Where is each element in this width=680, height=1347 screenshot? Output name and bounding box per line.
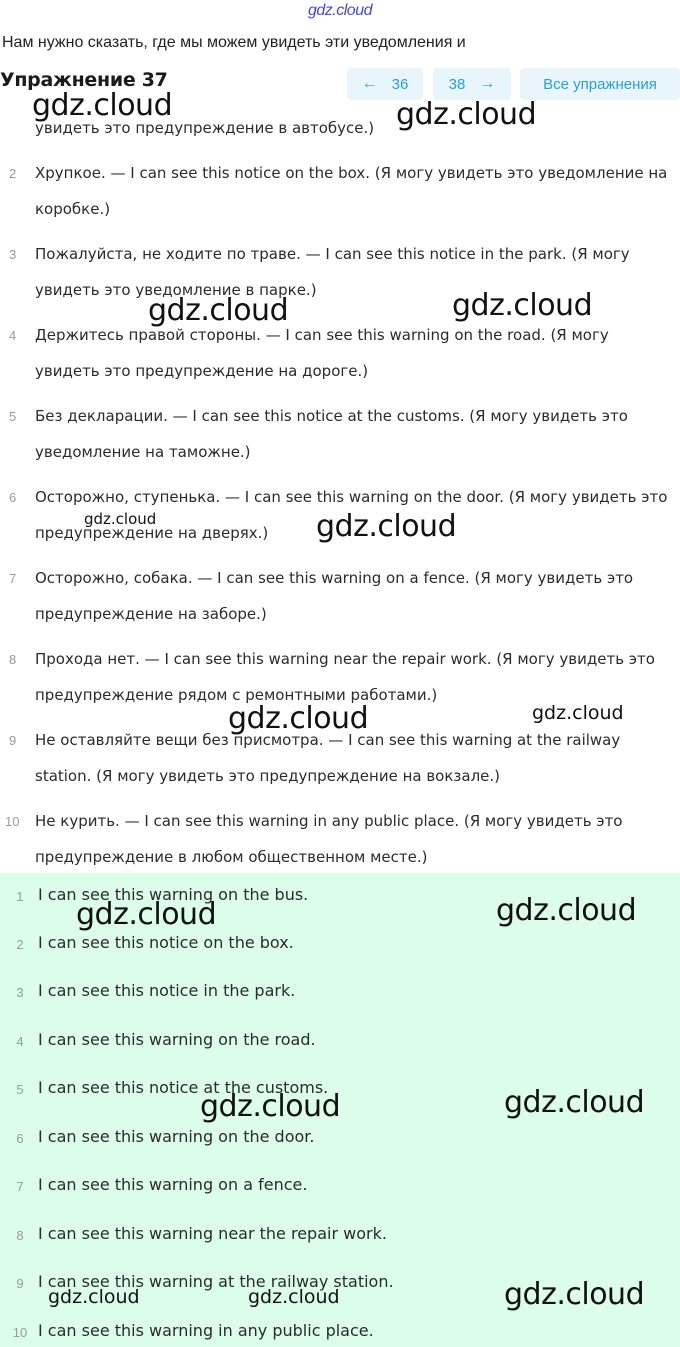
answer-text: I can see this notice in the park. xyxy=(38,981,296,1000)
all-exercises-button[interactable] xyxy=(520,68,680,100)
page-title: Упражнение 37 xyxy=(0,69,168,91)
answer-item xyxy=(0,1022,680,1070)
answer-text: I can see this warning on the road. xyxy=(38,1030,316,1049)
answer-item xyxy=(0,877,680,925)
list-item xyxy=(0,155,680,236)
answers-panel xyxy=(0,873,680,1347)
item-number: 10 xyxy=(5,814,20,829)
exercise-header xyxy=(0,64,680,100)
watermark: gdz.cloud xyxy=(316,509,457,544)
answer-number: 7 xyxy=(16,1179,24,1194)
answer-number: 10 xyxy=(12,1325,28,1340)
next-exercise-label: 38 xyxy=(448,75,466,93)
list-item xyxy=(0,560,680,641)
watermark: gdz.cloud xyxy=(200,1089,341,1124)
item-text: Прохода нет. — I can see this warning near the repair work. (Я могу увидеть это предупреждение рядом с ремонтными работами.) xyxy=(35,650,655,704)
watermark: gdz.cloud xyxy=(76,897,217,932)
list-item xyxy=(0,479,680,560)
answer-number: 3 xyxy=(16,985,24,1000)
item-number: 9 xyxy=(9,733,17,748)
item-text: Не курить. — I can see this warning in any public place. (Я могу увидеть это предупреждение в любом общественном месте.) xyxy=(35,812,623,866)
prev-exercise-button[interactable] xyxy=(347,68,423,100)
answer-number: 8 xyxy=(16,1228,24,1243)
answer-text: I can see this warning on the bus. xyxy=(38,885,309,904)
answer-text: I can see this notice on the box. xyxy=(38,933,294,952)
item-number: 2 xyxy=(9,166,17,181)
watermark: gdz.cloud xyxy=(248,1286,340,1308)
list-item xyxy=(0,398,680,479)
answer-number: 6 xyxy=(16,1131,24,1146)
answer-item xyxy=(0,1167,680,1215)
watermark: gdz.cloud xyxy=(396,97,537,132)
answer-item xyxy=(0,925,680,973)
item-number: 8 xyxy=(9,652,17,667)
answer-item xyxy=(0,973,680,1021)
answer-number: 9 xyxy=(16,1276,24,1291)
answer-item xyxy=(0,1119,680,1167)
item-number: 5 xyxy=(9,409,17,424)
answer-text: I can see this notice at the customs. xyxy=(38,1078,329,1097)
item-number: 4 xyxy=(9,328,17,343)
arrow-left-icon: ← xyxy=(361,75,378,92)
answer-item xyxy=(0,1216,680,1264)
list-item xyxy=(0,722,680,803)
answer-item xyxy=(0,1313,680,1347)
watermark: gdz.cloud xyxy=(532,702,624,724)
prev-exercise-label: 36 xyxy=(391,75,409,93)
watermark: gdz.cloud xyxy=(84,510,157,528)
intro-text: Нам нужно сказать, где мы можем увидеть эти уведомления и xyxy=(2,34,466,51)
item-text: Хрупкое. — I can see this notice on the box. (Я могу увидеть это уведомление на коробке.) xyxy=(35,164,668,218)
answer-text: I can see this warning near the repair work. xyxy=(38,1224,387,1243)
arrow-right-icon: → xyxy=(479,75,496,92)
item-text: увидеть это предупреждение в автобусе.) xyxy=(35,119,375,137)
watermark: gdz.cloud xyxy=(452,288,593,323)
answer-text: I can see this warning on a fence. xyxy=(38,1175,308,1194)
watermark: gdz.cloud xyxy=(496,893,637,928)
answer-text: I can see this warning on the door. xyxy=(38,1127,315,1146)
answer-number: 1 xyxy=(16,889,24,904)
next-exercise-button[interactable] xyxy=(433,68,511,100)
answer-number: 4 xyxy=(16,1034,24,1049)
item-text: Пожалуйста, не ходите по траве. — I can see this notice in the park. (Я могу увидеть это уведомление в парке.) xyxy=(35,245,630,299)
list-item xyxy=(0,317,680,398)
item-text: Осторожно, собака. — I can see this warning on a fence. (Я могу увидеть это предупреждение на заборе.) xyxy=(35,569,634,623)
answer-item xyxy=(0,1070,680,1118)
answer-number: 5 xyxy=(16,1082,24,1097)
item-text: Держитесь правой стороны. — I can see this warning on the road. (Я могу увидеть это предупреждение на дороге.) xyxy=(35,326,609,380)
answer-text: I can see this warning at the railway station. xyxy=(38,1272,394,1291)
item-number: 7 xyxy=(9,571,17,586)
watermark: gdz.cloud xyxy=(48,1286,140,1308)
item-number: 6 xyxy=(9,490,17,505)
item-text: Без декларации. — I can see this notice at the customs. (Я могу увидеть это уведомление на таможне.) xyxy=(35,407,628,461)
answer-number: 2 xyxy=(16,937,24,952)
watermark: gdz.cloud xyxy=(228,701,369,736)
list-item xyxy=(0,236,680,317)
watermark: gdz.cloud xyxy=(504,1085,645,1120)
all-exercises-label: Все упражнения xyxy=(543,75,657,93)
item-text: Не оставляйте вещи без присмотра. — I can see this warning at the railway station. (Я могу увидеть это предупреждение на вокзале.) xyxy=(35,731,621,785)
list-item xyxy=(0,641,680,722)
list-item xyxy=(0,803,680,884)
item-text: Осторожно, ступенька. — I can see this warning on the door. (Я могу увидеть это предупреждение на дверях.) xyxy=(35,488,668,542)
watermark: gdz.cloud xyxy=(32,88,173,123)
item-number: 3 xyxy=(9,247,17,262)
watermark: gdz.cloud xyxy=(148,293,289,328)
watermark: gdz.cloud xyxy=(504,1277,645,1312)
answer-item xyxy=(0,1264,680,1312)
answer-text: I can see this warning in any public place. xyxy=(38,1321,374,1340)
site-logo[interactable]: gdz.cloud xyxy=(308,2,372,19)
